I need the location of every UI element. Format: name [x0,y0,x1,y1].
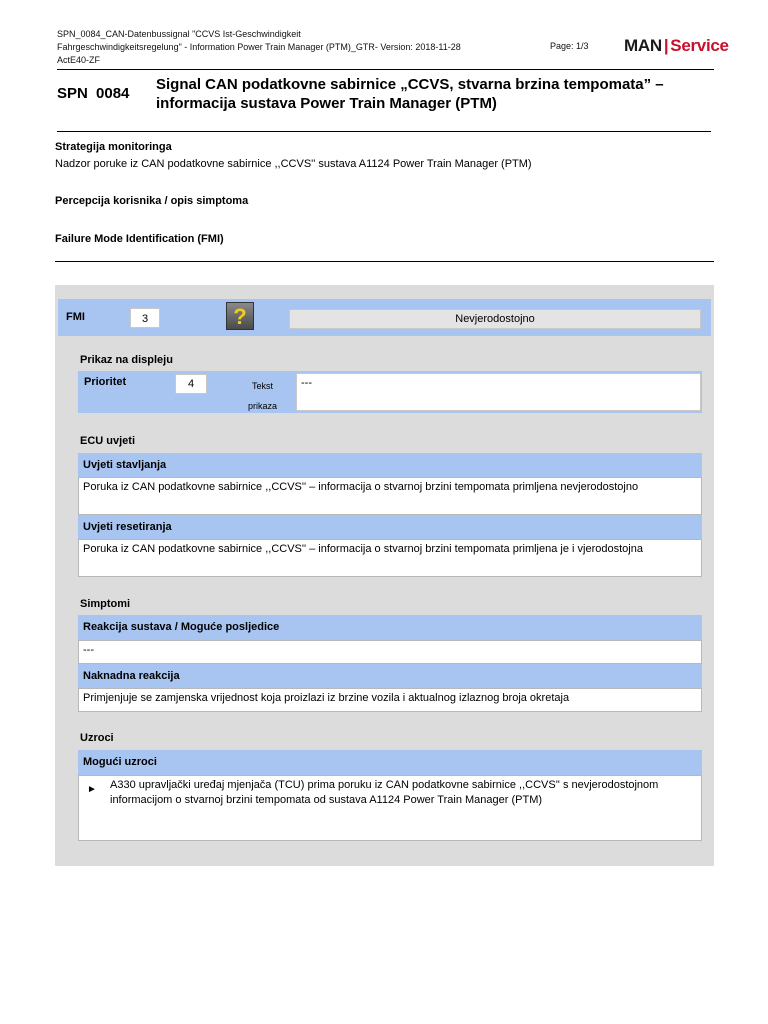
fmi-section-heading: Failure Mode Identification (FMI) [55,233,224,245]
display-heading: Prikaz na displeju [80,354,173,366]
fmi-label: FMI [66,311,85,323]
logo-man: MAN [624,36,662,55]
question-mark-icon[interactable]: ? [226,302,254,330]
meta-line-3: ActE40-ZF [57,55,101,65]
ecu-heading: ECU uvjeti [80,435,136,447]
document-meta [57,28,537,67]
followup-reaction-text: Primjenjuje se zamjenska vrijednost koja proizlazi iz brzine vozila i aktualnog izlaznog broja okretaja [78,688,702,712]
followup-reaction-label: Naknadna reakcija [78,664,702,688]
display-text-value: --- [296,373,701,411]
priority-label: Prioritet [84,376,127,388]
logo-service: Service [670,36,729,55]
monitoring-heading: Strategija monitoringa [55,141,172,153]
fmi-description: Nevjerodostojno [289,309,701,329]
reaction-label: Reakcija sustava / Moguće posljedice [78,615,702,640]
symptoms-heading: Simptomi [80,598,131,610]
reset-conditions-label: Uvjeti resetiranja [78,515,702,539]
reaction-text: --- [78,640,702,664]
display-text-label-line1: Tekst [251,381,273,391]
causes-heading: Uzroci [80,732,114,744]
possible-causes-label: Mogući uzroci [78,750,702,775]
perception-heading: Percepcija korisnika / opis simptoma [55,195,249,207]
title-divider [57,131,711,132]
priority-value: 4 [175,374,207,394]
display-text-label [240,376,285,416]
header-divider [57,69,714,70]
reset-conditions-text: Poruka iz CAN podatkovne sabirnice ,,CCVS'' – informacija o stvarnoj brzini tempomata primljena je i vjerodostojna [78,539,702,577]
fmi-value: 3 [130,308,160,328]
set-conditions-label: Uvjeti stavljanja [78,453,702,477]
monitoring-text: Nadzor poruke iz CAN podatkovne sabirnice ,,CCVS'' sustava A1124 Power Train Manager (PTM) [55,158,532,170]
set-conditions-text: Poruka iz CAN podatkovne sabirnice ,,CCVS'' – informacija o stvarnoj brzini tempomata primljena nevjerodostojno [78,477,702,515]
spn-code: SPN 0084 [57,85,130,102]
man-service-logo [624,36,729,56]
section-divider [55,261,714,262]
meta-line-1: SPN_0084_CAN-Datenbussignal "CCVS Ist-Geschwindigkeit [57,29,301,39]
meta-line-2: Fahrgeschwindigkeitsregelung" - Information Power Train Manager (PTM)_GTR- Version: 2018-11-28 [57,42,461,52]
possible-causes-box [78,775,702,841]
cause-item: A330 upravljački uređaj mjenjača (TCU) prima poruku iz CAN podatkovne sabirnice ,,CCVS'' s nevjerodostojnom informacijom o stvarnoj brzini tempomata od sustava A1124 Power Train Manager (PTM) [110,779,659,806]
bullet-arrow-icon: ► [87,784,97,795]
logo-separator: | [663,36,669,55]
spn-title: Signal CAN podatkovne sabirnice „CCVS, stvarna brzina tempomata” – informacija sustava Power Train Manager (PTM) [156,76,664,112]
page-number: Page: 1/3 [550,41,589,51]
display-text-label-line2: prikaza [247,401,277,411]
